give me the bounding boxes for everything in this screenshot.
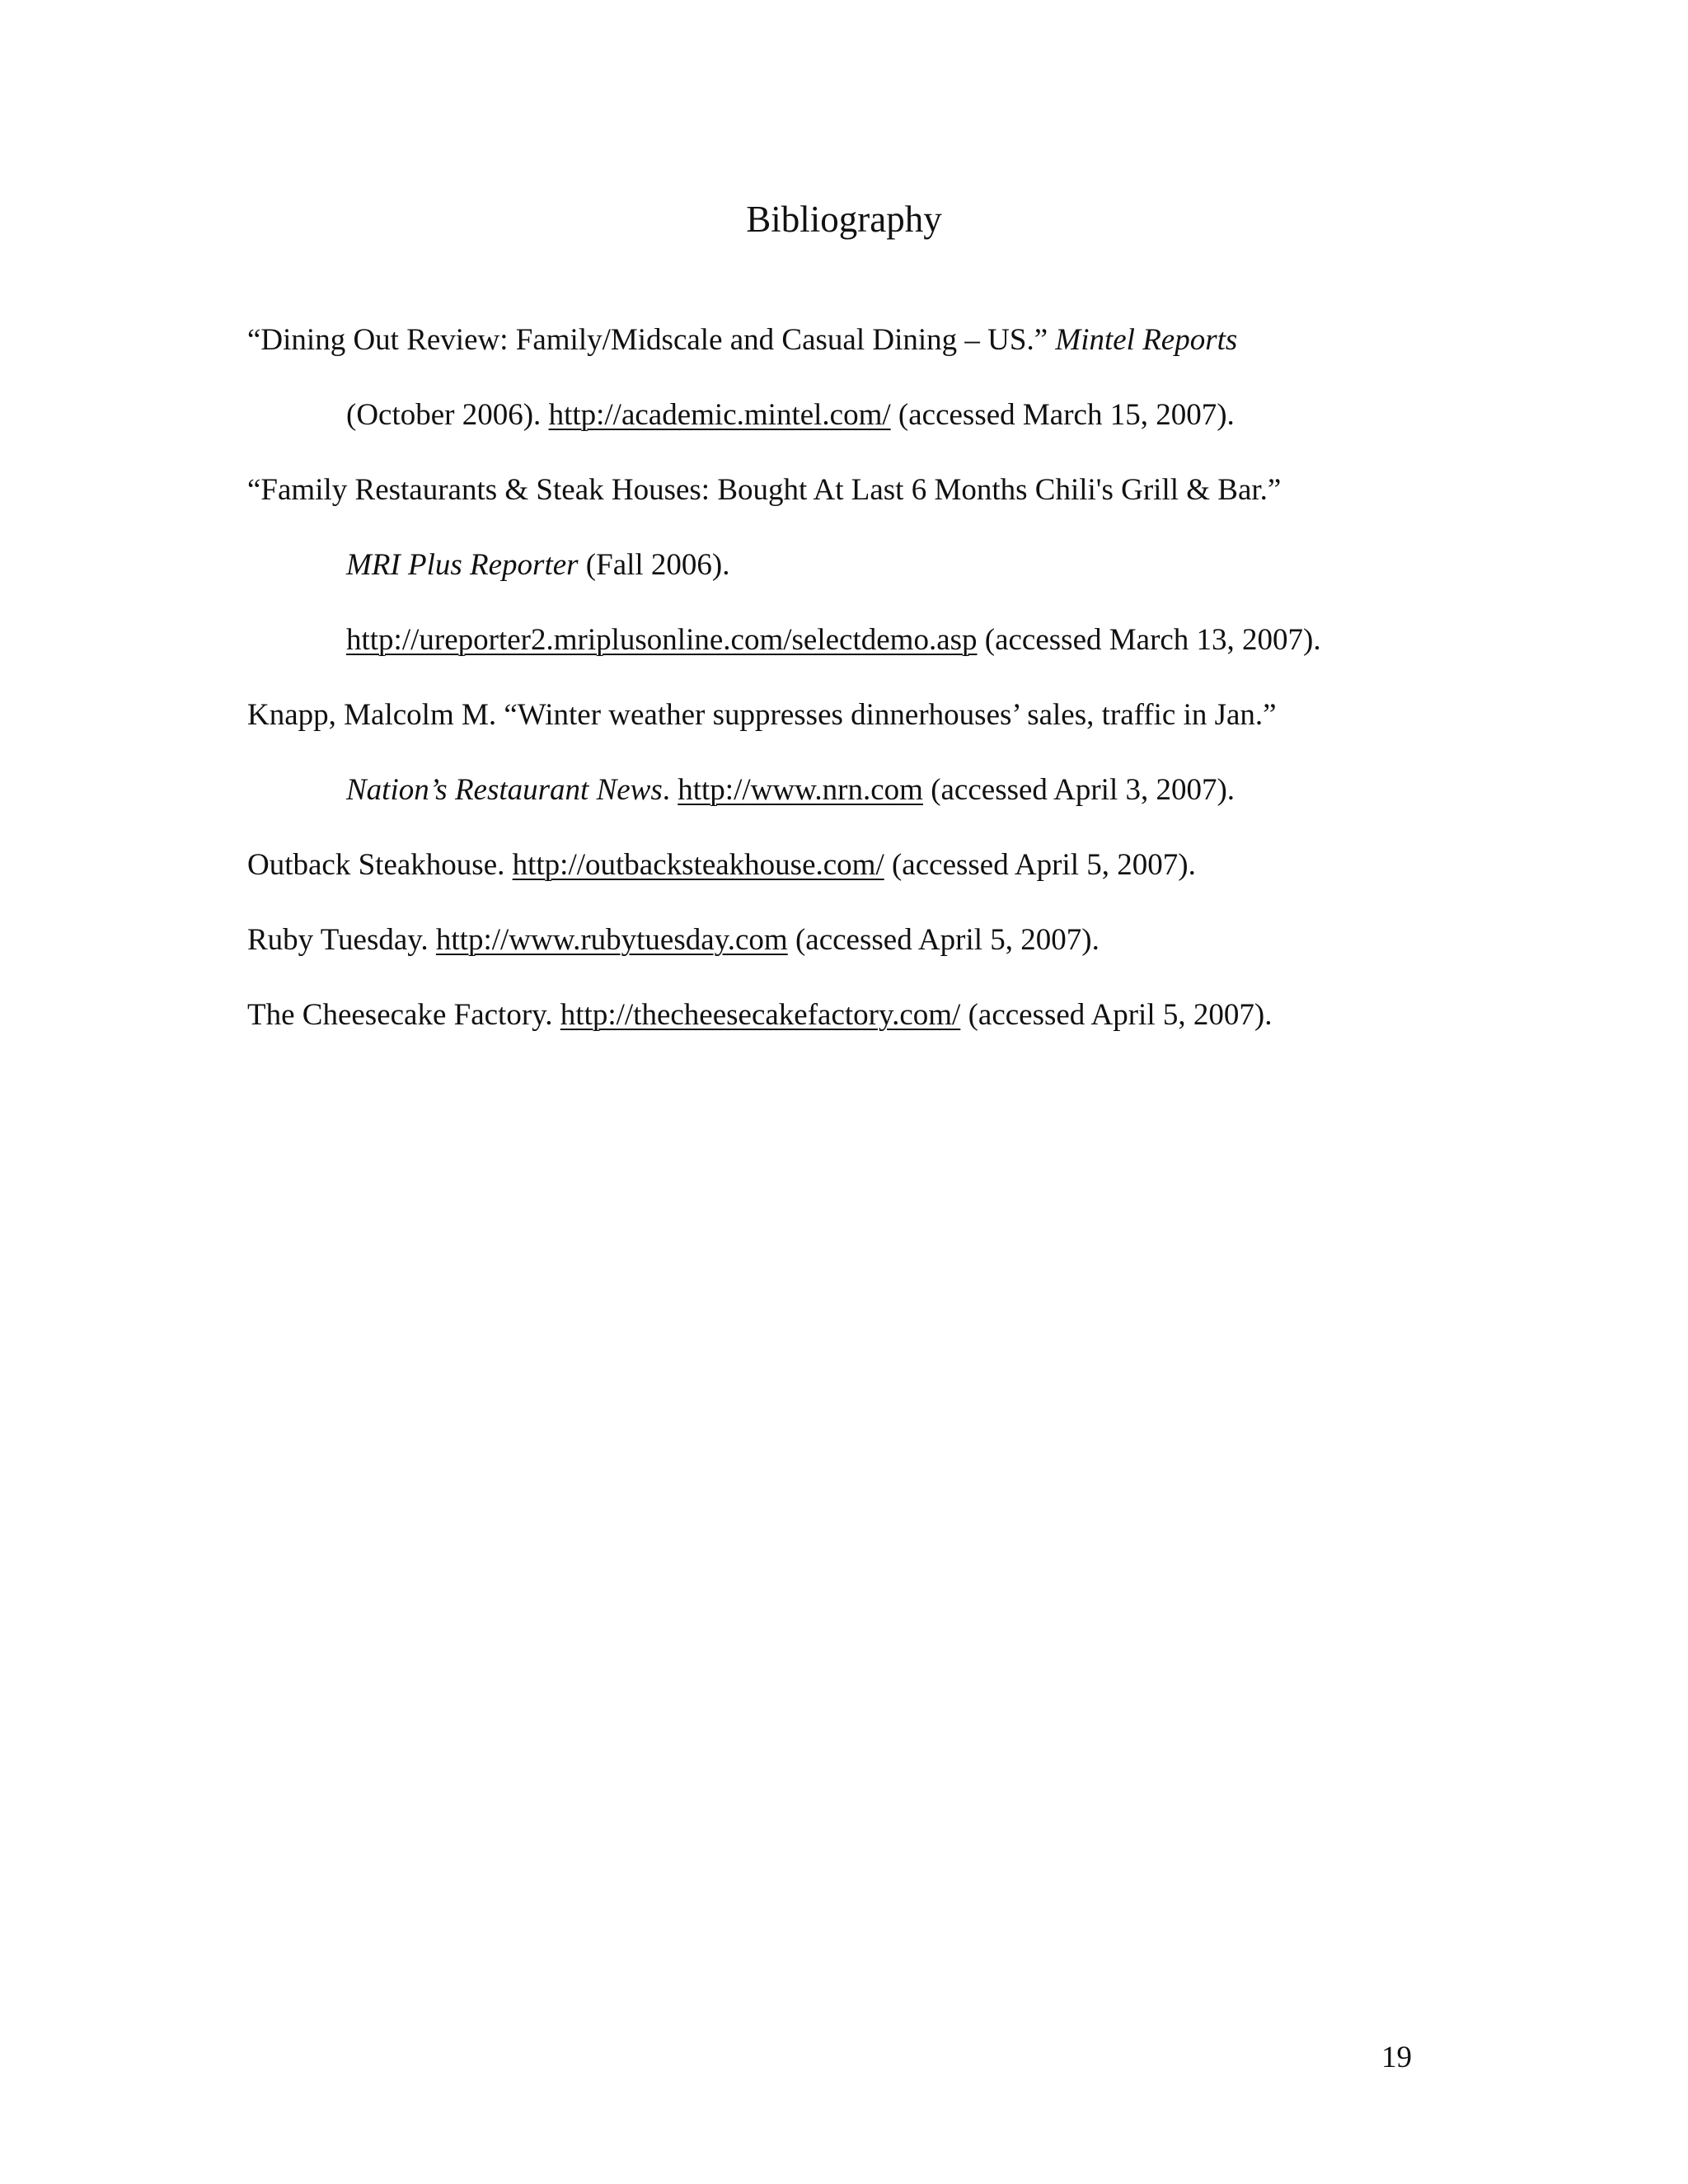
page-title: Bibliography [746,199,942,240]
entry-url-link[interactable]: http://academic.mintel.com/ [548,398,891,432]
entry-name: The Cheesecake Factory. [247,998,553,1032]
entry-name: Outback Steakhouse. [247,848,505,882]
bibliography-entry-line [346,620,1321,661]
bibliography-entry-line [247,845,1196,886]
bibliography-entry-line [346,545,730,586]
entry-author: Knapp, Malcolm M. [247,698,497,732]
bibliography-entry-line [247,695,1277,736]
bibliography-entry-line [346,770,1235,811]
entry-accessed: (accessed April 3, 2007). [931,773,1236,807]
entry-accessed: (accessed April 5, 2007). [795,923,1100,957]
entry-source: MRI Plus Reporter [346,548,579,582]
bibliography-entry-line [247,920,1100,961]
entry-source: Mintel Reports [1055,323,1238,357]
entry-date: (October 2006). [346,398,542,432]
entry-url-link[interactable]: http://thecheesecakefactory.com/ [560,998,961,1032]
entry-url-link[interactable]: http://www.nrn.com [678,773,923,807]
entry-accessed: (accessed March 15, 2007). [898,398,1235,432]
entry-source-punct: . [662,773,670,807]
entry-url-link[interactable]: http://outbacksteakhouse.com/ [512,848,884,882]
bibliography-entry-line [346,395,1235,436]
entry-title: “Winter weather suppresses dinnerhouses’ sales, traffic in Jan.” [504,698,1277,732]
entry-name: Ruby Tuesday. [247,923,429,957]
entry-accessed: (accessed April 5, 2007). [891,848,1196,882]
entry-accessed: (accessed April 5, 2007). [968,998,1273,1032]
page-number: 19 [1381,2041,1412,2074]
bibliography-entry-line [247,320,1237,361]
entry-title: “Dining Out Review: Family/Midscale and Casual Dining – US.” [247,323,1048,357]
entry-accessed: (accessed March 13, 2007). [984,623,1321,657]
entry-date: (Fall 2006). [585,548,730,582]
bibliography-entry-line [247,995,1272,1036]
entry-title: “Family Restaurants & Steak Houses: Bought At Last 6 Months Chili's Grill & Bar.” [247,473,1282,507]
bibliography-entry-line [247,470,1281,511]
entry-source: Nation’s Restaurant News [346,773,663,807]
entry-url-link[interactable]: http://www.rubytuesday.com [435,923,788,957]
entry-url-link[interactable]: http://ureporter2.mriplusonline.com/selectdemo.asp [346,623,978,657]
